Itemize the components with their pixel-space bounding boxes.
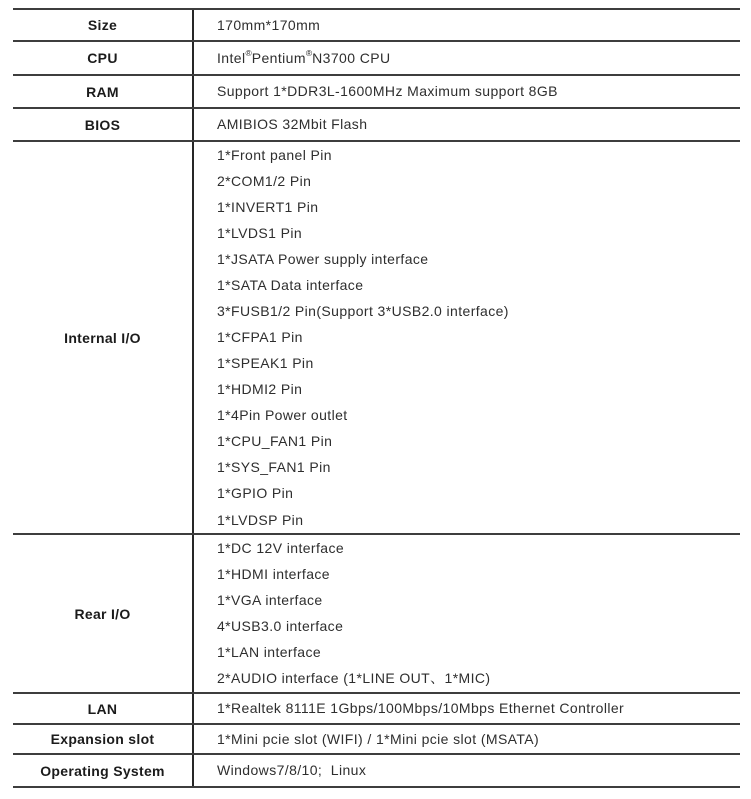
spec-value-cell-expansion-slot: [194, 725, 740, 753]
spec-label-cell-expansion-slot: [13, 725, 194, 753]
spec-line: 1*DC 12V interface: [217, 539, 345, 556]
spec-line: 1*SYS_FAN1 Pin: [217, 459, 331, 476]
spec-line: 2*AUDIO interface (1*LINE OUT、1*MIC): [217, 670, 491, 687]
spec-line: 1*CPU_FAN1 Pin: [217, 433, 333, 450]
spec-line-expansion-slot: 1*Mini pcie slot (WIFI) / 1*Mini pcie slot (MSATA): [217, 730, 540, 747]
spec-line: 1*JSATA Power supply interface: [217, 250, 429, 267]
cpu-brand-text: Intel: [217, 49, 246, 66]
spec-row-size: [13, 10, 740, 42]
spec-row-lan: [13, 694, 740, 725]
spec-line: 2*COM1/2 Pin: [217, 172, 312, 189]
spec-value-cell-internal-io: [194, 142, 740, 533]
spec-line-operating-system: Windows7/8/10; Linux: [217, 762, 367, 779]
row-label-ram: RAM: [86, 83, 119, 100]
spec-line-bios: AMIBIOS 32Mbit Flash: [217, 116, 368, 133]
spec-label-cell-size: [13, 10, 194, 40]
row-label-size: Size: [87, 17, 118, 33]
spec-line: 1*LVDSP Pin: [217, 511, 304, 528]
spec-line: 1*CFPA1 Pin: [217, 329, 303, 346]
spec-label-cell-ram: [13, 76, 194, 107]
row-label-expansion-slot: Expansion slot: [50, 731, 155, 747]
spec-line-size: 170mm*170mm: [217, 16, 321, 33]
registered-trademark-icon: ®: [245, 48, 252, 59]
spec-value-cell-rear-io: [194, 535, 740, 692]
spec-line: 1*INVERT1 Pin: [217, 198, 319, 215]
spec-row-operating-system: [13, 755, 740, 788]
spec-line: 1*HDMI2 Pin: [217, 381, 303, 398]
spec-label-cell-operating-system: [13, 755, 194, 786]
spec-label-cell-bios: [13, 109, 194, 140]
cpu-model-text: N3700 CPU: [312, 49, 391, 66]
spec-value-cell-cpu: [194, 42, 740, 74]
spec-value-cell-bios: [194, 109, 740, 140]
spec-label-cell-cpu: [13, 42, 194, 74]
cpu-family-text: Pentium: [251, 49, 306, 66]
spec-line-ram: Support 1*DDR3L-1600MHz Maximum support 8GB: [217, 83, 558, 100]
spec-row-expansion-slot: [13, 725, 740, 755]
spec-line: 1*LVDS1 Pin: [217, 224, 303, 241]
spec-value-cell-ram: [194, 76, 740, 107]
spec-line: 1*LAN interface: [217, 644, 322, 661]
row-label-bios: BIOS: [84, 116, 121, 133]
row-label-cpu: CPU: [87, 50, 118, 66]
spec-row-internal-io: [13, 142, 740, 535]
row-label-operating-system: Operating System: [40, 762, 165, 779]
spec-label-cell-internal-io: [13, 142, 194, 533]
spec-row-bios: [13, 109, 740, 142]
spec-row-rear-io: [13, 535, 740, 694]
spec-line: 1*Front panel Pin: [217, 146, 332, 163]
spec-line: 1*SPEAK1 Pin: [217, 355, 314, 372]
row-label-internal-io: Internal I/O: [64, 329, 141, 346]
spec-value-cell-lan: [194, 694, 740, 723]
spec-value-cell-operating-system: [194, 755, 740, 786]
spec-label-cell-rear-io: [13, 535, 194, 692]
spec-line: 1*HDMI interface: [217, 565, 330, 582]
spec-line-cpu: [217, 50, 740, 67]
spec-value-cell-size: [194, 10, 740, 40]
registered-trademark-icon: ®: [305, 48, 313, 59]
spec-row-ram: [13, 76, 740, 109]
row-label-rear-io: Rear I/O: [74, 605, 131, 622]
spec-row-cpu: [13, 42, 740, 76]
spec-line-lan: 1*Realtek 8111E 1Gbps/100Mbps/10Mbps Ethernet Controller: [217, 700, 625, 717]
spec-line: 1*VGA interface: [217, 591, 323, 608]
row-label-lan: LAN: [87, 700, 118, 717]
spec-table: [13, 8, 740, 788]
spec-label-cell-lan: [13, 694, 194, 723]
spec-line: 4*USB3.0 interface: [217, 618, 344, 635]
spec-line: 1*4Pin Power outlet: [217, 407, 348, 424]
spec-line: 3*FUSB1/2 Pin(Support 3*USB2.0 interface): [217, 303, 509, 319]
spec-line: 1*GPIO Pin: [217, 485, 294, 502]
spec-line: 1*SATA Data interface: [217, 276, 364, 293]
